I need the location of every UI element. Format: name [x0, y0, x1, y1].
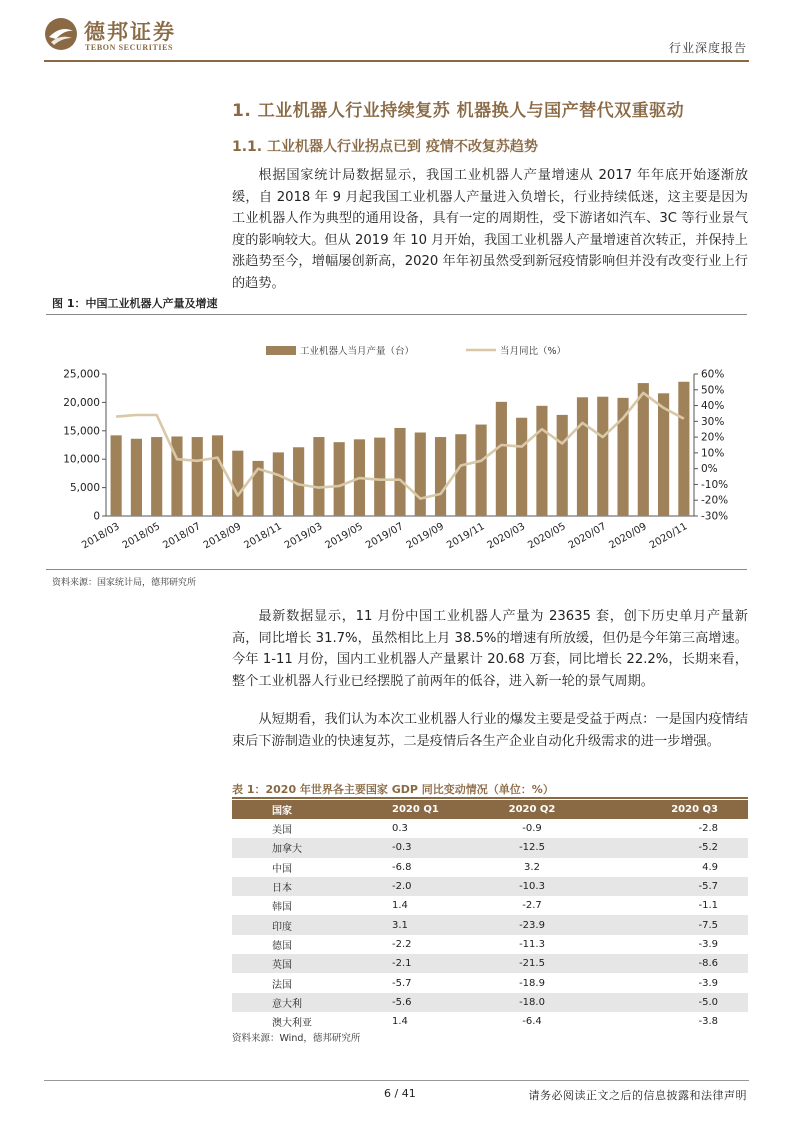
- gdp-value-cell: -3.8: [698, 1016, 718, 1028]
- production-bar: [374, 438, 385, 516]
- figure-caption: 图 1：中国工业机器人产量及增速: [52, 297, 218, 310]
- table-row: [232, 954, 748, 973]
- gdp-value-cell: -1.1: [698, 900, 718, 912]
- x-tick-label: 2020/11: [647, 521, 690, 552]
- table-row: [232, 915, 748, 934]
- gdp-value-cell: -5.6: [332, 993, 452, 1012]
- country-cell: 中国: [272, 863, 292, 875]
- country-cell: 德国: [272, 940, 292, 952]
- country-cell: 澳大利亚: [272, 1018, 312, 1030]
- gdp-value-cell: -6.8: [392, 861, 412, 873]
- production-bar: [577, 397, 588, 516]
- gdp-value-cell: -10.3: [452, 877, 612, 896]
- section-heading: 1. 工业机器人行业持续复苏 机器换人与国产替代双重驱动: [232, 101, 685, 121]
- table-row: [232, 838, 748, 857]
- gdp-value-cell: -8.6: [612, 954, 748, 973]
- table-row: [232, 935, 748, 954]
- production-bar: [415, 433, 426, 516]
- legend-label-bar: 工业机器人当月产量（台）: [300, 346, 415, 357]
- production-growth-chart: [46, 318, 747, 566]
- gdp-value-cell: -7.5: [612, 915, 748, 934]
- production-bar: [496, 402, 507, 516]
- y-right-tick-label: -30%: [701, 510, 729, 523]
- legend-swatch-bar: [266, 346, 296, 355]
- country-cell: 日本: [232, 877, 332, 896]
- table-top-rule: [232, 797, 748, 799]
- x-tick-label: 2020/07: [566, 521, 609, 552]
- x-tick-label: 2018/09: [201, 521, 244, 552]
- gdp-value-cell: -5.2: [612, 838, 748, 857]
- y-right-tick-label: 30%: [701, 415, 725, 428]
- production-bar: [394, 428, 405, 516]
- production-bar: [273, 452, 284, 516]
- subsection-heading: 1.1. 工业机器人行业拐点已到 疫情不改复苏趋势: [232, 139, 538, 155]
- y-right-tick-label: 40%: [701, 400, 725, 413]
- production-bar: [334, 442, 345, 516]
- gdp-value-cell: -2.2: [392, 938, 412, 950]
- gdp-value-cell: -5.7: [612, 877, 748, 896]
- gdp-value-cell: -6.4: [522, 1016, 542, 1028]
- table-row: [232, 819, 748, 838]
- y-right-tick-label: 50%: [701, 384, 725, 397]
- body-paragraph-3: 从短期看，我们认为本次工业机器人行业的爆发主要是受益于两点：一是国内疫情结束后下游制造业的快速复苏，二是疫情后各生产企业自动化升级需求的进一步增强。: [232, 712, 748, 749]
- production-bar: [617, 398, 628, 516]
- x-tick-label: 2020/03: [485, 521, 528, 552]
- footer-divider: [44, 1080, 749, 1081]
- gdp-value-cell: -11.3: [519, 938, 545, 950]
- gdp-value-cell: 3.1: [332, 915, 452, 934]
- x-tick-label: 2019/03: [282, 521, 325, 552]
- x-tick-label: 2019/11: [445, 521, 487, 552]
- table-header-cell: 2020 Q3: [612, 800, 748, 819]
- gdp-value-cell: -18.0: [452, 993, 612, 1012]
- y-right-tick-label: 20%: [701, 431, 725, 444]
- production-bar: [111, 435, 122, 516]
- y-left-tick-label: 5,000: [69, 482, 100, 495]
- doc-type-label: 行业深度报告: [668, 41, 747, 55]
- tebon-logo-icon: [44, 17, 78, 51]
- figure-source: 资料来源：国家统计局，德邦研究所: [52, 578, 197, 588]
- table-row: [232, 877, 748, 896]
- x-tick-label: 2020/09: [607, 521, 649, 552]
- gdp-value-cell: 3.2: [524, 861, 540, 873]
- x-tick-label: 2018/07: [161, 521, 203, 552]
- x-tick-label: 2019/05: [323, 521, 365, 552]
- gdp-value-cell: -21.5: [452, 954, 612, 973]
- production-bar: [638, 383, 649, 516]
- production-bar: [678, 382, 689, 516]
- x-tick-label: 2018/03: [80, 521, 122, 552]
- gdp-value-cell: -12.5: [452, 838, 612, 857]
- table-header-cell: 2020 Q2: [452, 800, 612, 819]
- table-source: 资料来源：Wind，德邦研究所: [232, 1033, 361, 1044]
- gdp-value-cell: -2.0: [332, 877, 452, 896]
- y-right-tick-label: 60%: [701, 368, 725, 381]
- y-right-tick-label: -10%: [701, 478, 729, 491]
- production-bar: [131, 439, 142, 516]
- production-bar: [232, 451, 243, 516]
- gdp-value-cell: -3.9: [698, 938, 718, 950]
- table-header-row: [232, 800, 748, 819]
- table-row: [232, 973, 748, 992]
- production-bar: [313, 437, 324, 516]
- gdp-value-cell: 1.4: [392, 1016, 408, 1028]
- body-paragraph-2: 最新数据显示，11 月份中国工业机器人产量为 23635 套，创下历史单月产量新高，同比增长 31.7%，虽然相比上月 38.5%的增速有所放缓，但仍是今年第三高增速。今年 1-11 月份，国内工业机器人产量累计 20.68 万套，同比增长 22.2%，长期来看，整个工业机器人行业已经摆脱了前两年的低谷，进入新一轮的景气周期。: [232, 609, 748, 689]
- y-right-tick-label: 10%: [701, 447, 725, 460]
- production-bar: [516, 418, 527, 516]
- gdp-value-cell: 4.9: [702, 861, 718, 873]
- table-row: [232, 1012, 748, 1031]
- table-header-cell: 2020 Q1: [332, 800, 452, 819]
- chart-legend: [266, 345, 566, 357]
- table-header-cell: 国家: [232, 800, 332, 819]
- country-cell: 法国: [272, 979, 292, 991]
- y-right-tick-label: 0%: [701, 463, 718, 476]
- country-cell: 英国: [232, 954, 332, 973]
- country-cell: 美国: [272, 825, 292, 837]
- country-cell: 印度: [232, 915, 332, 934]
- disclaimer-note: 请务必阅读正文之后的信息披露和法律声明: [528, 1089, 747, 1102]
- y-left-tick-label: 25,000: [63, 368, 100, 381]
- x-tick-label: 2018/05: [120, 521, 163, 552]
- gdp-value-cell: -2.8: [698, 823, 718, 835]
- x-tick-label: 2019/07: [364, 521, 406, 552]
- y-left-tick-label: 15,000: [63, 425, 100, 438]
- page-number: 6 / 41: [384, 1087, 416, 1100]
- gdp-value-cell: -5.7: [392, 977, 412, 989]
- country-cell: 意大利: [232, 993, 332, 1012]
- logo-text-en: TEBON SECURITIES: [85, 43, 174, 52]
- y-left-tick-label: 20,000: [63, 396, 100, 409]
- gdp-value-cell: -2.1: [332, 954, 452, 973]
- gdp-value-cell: -5.0: [612, 993, 748, 1012]
- table-row: [232, 993, 748, 1012]
- legend-label-line: 当月同比（%）: [500, 346, 567, 357]
- gdp-value-cell: -0.9: [522, 823, 542, 835]
- gdp-value-cell: -2.7: [522, 900, 542, 912]
- country-cell: 加拿大: [232, 838, 332, 857]
- figure-bottom-rule: [46, 569, 747, 570]
- country-cell: 韩国: [272, 902, 292, 914]
- x-tick-label: 2018/11: [242, 521, 284, 552]
- table-caption: 表 1：2020 年世界各主要国家 GDP 同比变动情况（单位：%）: [232, 783, 554, 796]
- production-bar: [151, 437, 162, 516]
- chart-bars: [111, 382, 690, 516]
- logo-text-cn: 德邦证券: [84, 19, 176, 44]
- production-bar: [536, 406, 547, 516]
- production-bar: [476, 425, 487, 516]
- y-right-tick-label: -20%: [701, 494, 729, 507]
- gdp-value-cell: -0.3: [332, 838, 452, 857]
- figure-top-rule: [46, 314, 747, 315]
- x-tick-label: 2020/05: [526, 521, 568, 552]
- gdp-value-cell: 1.4: [392, 900, 408, 912]
- gdp-value-cell: 0.3: [392, 823, 408, 835]
- table-row: [232, 858, 748, 877]
- production-bar: [597, 397, 608, 516]
- table-row: [232, 896, 748, 915]
- y-left-tick-label: 10,000: [63, 453, 100, 466]
- gdp-value-cell: -18.9: [519, 977, 545, 989]
- chart-x-labels: [80, 521, 689, 551]
- gdp-value-cell: -23.9: [452, 915, 612, 934]
- production-bar: [435, 437, 446, 516]
- production-bar: [557, 415, 568, 516]
- production-bar: [455, 434, 466, 516]
- gdp-value-cell: -3.9: [698, 977, 718, 989]
- gdp-table: [232, 800, 748, 1031]
- production-bar: [658, 393, 669, 516]
- x-tick-label: 2019/09: [404, 521, 447, 552]
- body-paragraph-1: 根据国家统计局数据显示，我国工业机器人产量增速从 2017 年年底开始逐渐放缓，自 2018 年 9 月起我国工业机器人产量进入负增长，行业持续低迷，这主要是因为工业机器人作为典型的通用设备，具有一定的周期性，受下游诸如汽车、3C 等行业景气度的影响较大。但从 2019 年 10 月开始，我国工业机器人产量增速首次转正，并保持上涨趋势至今，增幅屡创新高，2020 年年初虽然受到新冠疫情影响但并没有改变行业上行的趋势。: [232, 168, 748, 291]
- production-bar: [212, 435, 223, 516]
- production-bar: [192, 437, 203, 516]
- header-divider: [44, 60, 749, 62]
- y-left-tick-label: 0: [93, 510, 100, 523]
